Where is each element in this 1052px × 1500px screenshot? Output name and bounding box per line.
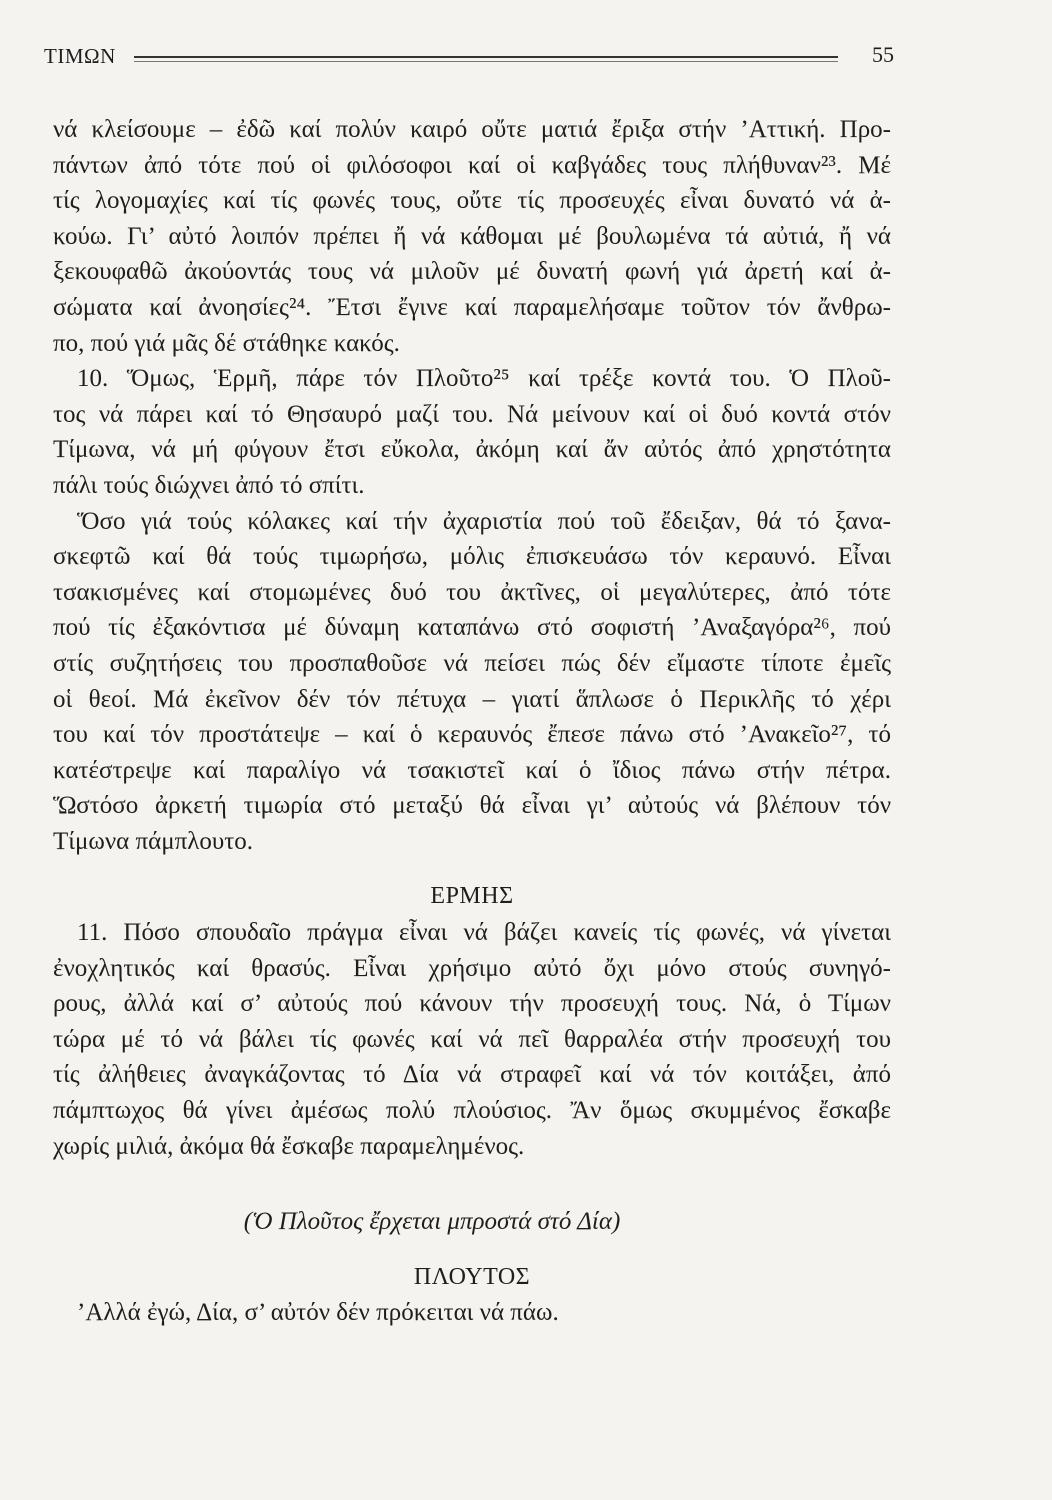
- body-text: [53, 112, 891, 1331]
- text-line: στίς συζητήσεις του προσπαθοῦσε νά πείσει πώς δέν εἴμαστε τίποτε ἐμεῖς: [53, 649, 891, 677]
- text-line: σκεφτῶ καί θά τούς τιμωρήσω, μόλις ἐπισκευάσω τόν κεραυνό. Εἶναι: [53, 543, 891, 571]
- paragraph: [53, 1295, 891, 1331]
- paragraph: [53, 361, 891, 503]
- text-line: ἐνοχλητικός καί θρασύς. Εἶναι χρήσιμο αὐτό ὄχι μόνο στούς συνηγό-: [53, 954, 891, 982]
- speaker-heading-hermes: ΕΡΜΗΣ: [430, 883, 514, 910]
- paragraph: [53, 915, 891, 1164]
- text-line: τσακισμένες καί στομωμένες δυό του ἀκτῖνες, οἱ μεγαλύτερες, ἀπό τότε: [53, 578, 891, 606]
- text-line: πάλι τούς διώχνει ἀπό τό σπίτι.: [53, 471, 365, 499]
- text-line: 10. Ὅμως, Ἑρμῆ, πάρε τόν Πλοῦτο²⁵ καί τρέξε κοντά του. Ὁ Πλοῦ-: [77, 365, 891, 393]
- text-line: τώρα μέ τό νά βάλει τίς φωνές καί νά πεῖ θαρραλέα στήν προσευχή του: [53, 1025, 891, 1053]
- text-line: κούω. Γι’ αὐτό λοιπόν πρέπει ἤ νά κάθομαι μέ βουλωμένα τά αὐτιά, ἤ νά: [53, 222, 891, 250]
- paragraph: [53, 112, 891, 361]
- text-line: χωρίς μιλιά, ἀκόμα θά ἔσκαβε παραμελημένος.: [53, 1132, 525, 1160]
- text-line: πού τίς ἐξακόντισα μέ δύναμη καταπάνω στό σοφιστή ’Αναξαγόρα²⁶, πού: [53, 614, 891, 642]
- page-number: 55: [872, 42, 894, 67]
- text-line: τίς λογομαχίες καί τίς φωνές τους, οὔτε τίς προσευχές εἶναι δυνατό νά ἀ-: [53, 187, 891, 215]
- running-title: ΤΙΜΩΝ: [44, 44, 116, 68]
- text-line: κατέστρεψε καί παραλίγο νά τσακιστεῖ καί ὁ ἴδιος πάνω στήν πέτρα.: [53, 756, 891, 784]
- spacer: [53, 859, 891, 879]
- spacer: [53, 1164, 891, 1184]
- text-line: Ὥστόσο ἀρκετή τιμωρία στό μεταξύ θά εἶναι γι’ αὐτούς νά βλέπουν τόν: [53, 792, 891, 820]
- text-line: πάμπτωχος θά γίνει ἀμέσως πολύ πλούσιος. Ἄν ὅμως σκυμμένος ἔσκαβε: [53, 1097, 891, 1125]
- spacer: [53, 1240, 891, 1260]
- text-line: Τίμωνα πάμπλουτο.: [53, 827, 254, 855]
- text-line: Ὅσο γιά τούς κόλακες καί τήν ἀχαριστία πού τοῦ ἔδειξαν, θά τό ξανα-: [77, 507, 891, 535]
- stage-direction: (Ὁ Πλοῦτος ἔρχεται μπροστά στό Δία): [243, 1208, 621, 1236]
- running-header: [44, 42, 894, 72]
- header-rule: [134, 56, 838, 62]
- text-line: τίς ἀλήθειες ἀναγκάζοντας τό Δία νά στραφεῖ καί νά τόν κοιτάξει, ἀπό: [53, 1061, 891, 1089]
- paragraph: [53, 504, 891, 860]
- text-line: Τίμωνα, νά μή φύγουν ἔτσι εὔκολα, ἀκόμη καί ἄν αὐτός ἀπό χρηστότητα: [53, 436, 891, 464]
- text-line: σώματα καί ἀνοησίες²⁴. Ἔτσι ἔγινε καί παραμελήσαμε τοῦτον τόν ἄνθρω-: [53, 293, 891, 321]
- text-line: ’Αλλά ἐγώ, Δία, σ’ αὐτόν δέν πρόκειται νά πάω.: [77, 1299, 559, 1327]
- text-line: του καί τόν προστάτεψε – καί ὁ κεραυνός ἔπεσε πάνω στό ’Ανακεῖο²⁷, τό: [53, 721, 891, 749]
- text-line: νά κλείσουμε – ἐδῶ καί πολύν καιρό οὔτε ματιά ἔριξα στήν ’Αττική. Προ-: [53, 116, 891, 143]
- text-line: ξεκουφαθῶ ἀκούοντάς τους νά μιλοῦν μέ δυνατή φωνή γιά ἀρετή καί ἀ-: [53, 258, 891, 286]
- speaker-heading-ploutos: ΠΛΟΥΤΟΣ: [413, 1263, 531, 1290]
- text-line: ρους, ἀλλά καί σ’ αὐτούς πού κάνουν τήν προσευχή τους. Νά, ὁ Τίμων: [53, 990, 891, 1018]
- spacer: [53, 1184, 891, 1204]
- text-line: τος νά πάρει καί τό Θησαυρό μαζί του. Νά μείνουν καί οἱ δυό κοντά στόν: [53, 400, 891, 428]
- text-line: 11. Πόσο σπουδαῖο πράγμα εἶναι νά βάζει κανείς τίς φωνές, νά γίνεται: [77, 919, 891, 947]
- text-line: πάντων ἀπό τότε πού οἱ φιλόσοφοι καί οἱ καβγάδες τους πλήθυναν²³. Μέ: [53, 151, 891, 179]
- text-line: πο, πού γιά μᾶς δέ στάθηκε κακός.: [53, 329, 400, 357]
- text-line: οἱ θεοί. Μά ἐκεῖνον δέν τόν πέτυχα – γιατί ἅπλωσε ὁ Περικλῆς τό χέρι: [53, 685, 891, 713]
